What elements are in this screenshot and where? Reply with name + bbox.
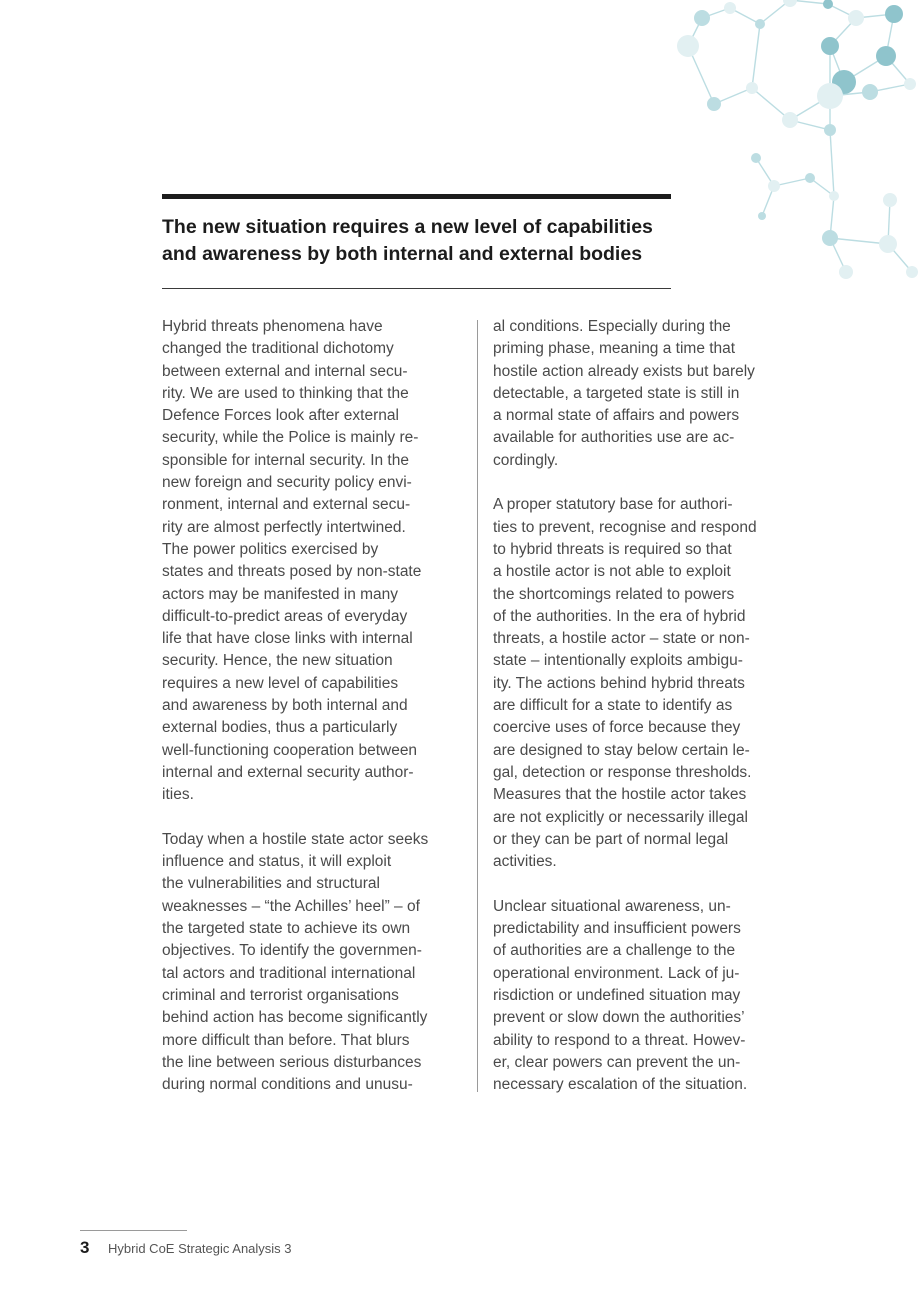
section-top-rule — [162, 194, 671, 199]
paragraph: al conditions. Especially during the priming phase, meaning a time that hostile action already exists but barely detectable, a targeted state is still in a normal state of affairs and powers available for authorities use are ac- cordingly. — [493, 318, 755, 469]
section-heading-line-1: The new situation requires a new level of capabilities — [162, 216, 653, 238]
network-node — [677, 35, 699, 57]
network-node — [805, 173, 815, 183]
network-node — [824, 124, 836, 136]
network-node — [883, 193, 897, 207]
network-node — [782, 112, 798, 128]
section-heading — [162, 214, 682, 268]
page-number: 3 — [80, 1238, 90, 1257]
network-node — [783, 0, 797, 7]
paragraph: Today when a hostile state actor seeks influence and status, it will exploit the vulnerabilities and structural weaknesses – “the Achilles’ heel” – of the targeted state to achieve its own objectives. To identify the governmen- tal actors and traditional international criminal and terrorist organisations behind action has become significantly more difficult than before. That blurs the line between serious disturbances during normal conditions and unusu- — [162, 830, 429, 1094]
network-node — [746, 82, 758, 94]
publication-title: Hybrid CoE Strategic Analysis 3 — [108, 1241, 292, 1256]
network-node — [724, 2, 736, 14]
network-node — [694, 10, 710, 26]
network-node — [821, 37, 839, 55]
network-node — [768, 180, 780, 192]
network-node — [817, 83, 843, 109]
network-node — [758, 212, 766, 220]
footer-rule — [80, 1230, 187, 1231]
network-node — [822, 230, 838, 246]
paragraph: Unclear situational awareness, un- predictability and insufficient powers of authorities are a challenge to the operational environment. Lack of ju- risdiction or undefined situation may prevent or slow down the authorities’ ability to respond to a threat. Howev- er, clear powers can prevent the un- necessary escalation of the situation. — [493, 897, 748, 1094]
network-node — [876, 46, 896, 66]
network-node — [755, 19, 765, 29]
network-node — [906, 266, 918, 278]
paragraph: Hybrid threats phenomena have changed the traditional dichotomy between external and internal secu- rity. We are used to thinking that the Defence Forces look after external security, while the Police is mainly re- sponsible for internal security. In the new foreign and security policy envi- ronment, internal and external secu- rity are almost perfectly intertwined. The power politics exercised by states and threats posed by non-state actors may be manifested in many difficult-to-predict areas of everyday life that have close links with internal security. Hence, the new situation requires a new level of capabilities and awareness by both internal and external bodies, thus a particularly well-functioning cooperation between internal and external security author- ities. — [162, 318, 422, 804]
network-link — [830, 130, 834, 196]
paragraph: A proper statutory base for authori- ties to prevent, recognise and respond to hybrid threats is required so that a hostile actor is not able to exploit the shortcomings related to powers of the authorities. In the era of hybrid threats, a hostile actor – state or non- state – intentionally exploits ambigu- ity. The actions behind hybrid threats are difficult for a state to identify as coercive uses of force because they are designed to stay below certain le- gal, detection or response thresholds. Measures that the hostile actor takes are not explicitly or necessarily illegal or they can be part of normal legal activities. — [493, 496, 757, 871]
network-node — [707, 97, 721, 111]
section-bottom-rule — [162, 288, 671, 289]
network-node — [879, 235, 897, 253]
right-text-column — [493, 316, 793, 1119]
network-node — [904, 78, 916, 90]
network-node — [829, 191, 839, 201]
column-divider — [477, 320, 478, 1092]
network-node — [848, 10, 864, 26]
network-node — [839, 265, 853, 279]
left-text-column — [162, 316, 467, 1119]
network-link — [752, 24, 760, 88]
molecule-network-graphic — [640, 0, 920, 300]
network-node — [862, 84, 878, 100]
network-node — [751, 153, 761, 163]
network-node — [823, 0, 833, 9]
network-node — [885, 5, 903, 23]
section-heading-line-2: and awareness by both internal and external bodies — [162, 243, 643, 265]
